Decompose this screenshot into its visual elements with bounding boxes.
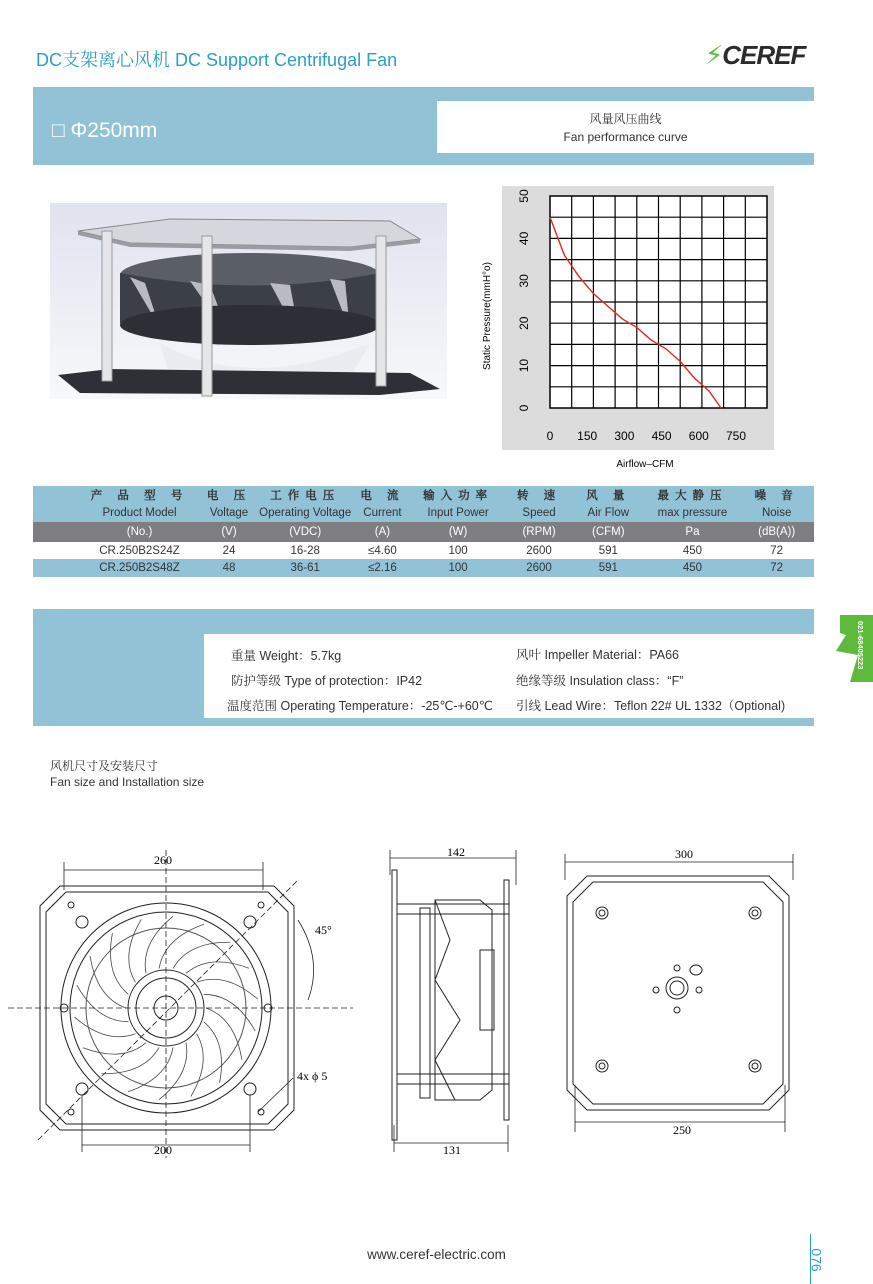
brand-logo [705, 40, 805, 71]
table-header-cn-cell: 输入功率 [409, 486, 507, 504]
prop-impeller: 风叶 Impeller Material：PA66 [516, 648, 680, 662]
table-cell: 100 [409, 542, 507, 559]
table-header-units [33, 522, 814, 542]
dim-front-top: 260 [154, 853, 172, 867]
performance-chart [484, 186, 774, 472]
table-header-cn-cell: 噪 音 [739, 486, 814, 504]
table-header-cn-cell: 风 量 [571, 486, 646, 504]
prop-protection: 防护等级 Type of protection：IP42 [231, 674, 423, 688]
chart-y-tick: 40 [517, 231, 531, 246]
table-unit-cell: (W) [409, 522, 507, 542]
chart-y-tick: 50 [517, 189, 531, 203]
chart-x-label: Airflow–CFM [616, 459, 674, 470]
phone-tab-icon [836, 615, 873, 682]
spec-table [33, 486, 814, 577]
table-header-cn-cell: 电 压 [203, 486, 254, 504]
table-header-en-cell: Operating Voltage [255, 504, 356, 522]
chart-x-tick: 600 [688, 429, 709, 443]
dim-back-top: 300 [675, 847, 693, 861]
fan-blade [90, 956, 126, 1008]
page-number-box [810, 1234, 829, 1284]
table-cell: 100 [409, 559, 507, 577]
fan-blade [197, 979, 258, 999]
table-header-en-cell: Air Flow [571, 504, 646, 522]
prop-temperature: 温度范围 Operating Temperature：-25℃-+60℃ [227, 699, 493, 713]
chart-y-label: Static Pressure(mmH°o) [482, 262, 493, 370]
table-header-en-cell: Product Model [76, 504, 204, 522]
footer-url[interactable]: www.ceref-electric.com [367, 1247, 506, 1262]
table-unit-cell: (RPM) [507, 522, 571, 542]
table-cell: 591 [571, 542, 646, 559]
lightning-icon: ⚡ [705, 40, 723, 70]
chart-y-tick: 0 [517, 404, 531, 412]
table-unit-cell: (CFM) [571, 522, 646, 542]
table-header-cn-cell: 电 流 [356, 486, 409, 504]
page-title: DC支架离心风机 DC Support Centrifugal Fan [36, 50, 398, 70]
table-unit-cell: Pa [646, 522, 740, 542]
table-cell: 72 [739, 542, 814, 559]
table-cell: 36-61 [255, 559, 356, 577]
table-unit-cell: (No.) [76, 522, 204, 542]
table-cell: 2600 [507, 542, 571, 559]
table-cell: CR.250B2S24Z [76, 542, 204, 559]
page-number: 076 [808, 1248, 825, 1272]
fan-blade [191, 1034, 203, 1097]
table-header-cn [33, 486, 814, 504]
table-spacer [33, 504, 76, 522]
fan-blade [145, 916, 173, 973]
table-cell: CR.250B2S48Z [76, 559, 204, 577]
table-spacer [33, 522, 76, 542]
prop-lead-wire: 引线 Lead Wire：Teflon 22# UL 1332（Optional) [516, 699, 786, 713]
table-header-en-cell: Input Power [409, 504, 507, 522]
side-phone-tab [836, 615, 873, 682]
model-size: □ Φ250mm [52, 119, 158, 142]
table-unit-cell: (dB(A)) [739, 522, 814, 542]
fan-blade [206, 1008, 242, 1060]
table-unit-cell: (A) [356, 522, 409, 542]
table-row [33, 559, 814, 577]
table-cell: 72 [739, 559, 814, 577]
brand-name: CEREF [722, 40, 806, 70]
chart-y-tick: 10 [517, 358, 531, 373]
fan-blade [74, 1017, 135, 1037]
fan-blade [186, 962, 249, 974]
dim-back-bottom: 250 [673, 1123, 691, 1137]
curve-title-cn: 风量风压曲线 [589, 112, 662, 126]
table-header-en-cell: Current [356, 504, 409, 522]
table-header-cn-cell: 工作电压 [255, 486, 356, 504]
table-spacer [33, 542, 76, 559]
table-cell: 16-28 [255, 542, 356, 559]
table-header-en-cell: Voltage [203, 504, 254, 522]
table-header-cn-cell: 产 品 型 号 [76, 486, 204, 504]
table-header-en-cell: Speed [507, 504, 571, 522]
chart-x-tick: 150 [577, 429, 598, 443]
table-spacer [33, 559, 76, 577]
table-unit-cell: (V) [203, 522, 254, 542]
table-row [33, 542, 814, 559]
fan-blade [129, 919, 141, 982]
table-cell: 450 [646, 559, 740, 577]
product-photo [50, 203, 447, 399]
table-unit-cell: (VDC) [255, 522, 356, 542]
table-cell: 24 [203, 542, 254, 559]
chart-y-tick: 30 [517, 274, 531, 288]
chart-x-tick: 0 [546, 429, 554, 443]
curve-title-box [437, 101, 814, 153]
chart-y-tick: 20 [517, 316, 531, 330]
dimensions-title-en: Fan size and Installation size [50, 775, 205, 789]
table-cell: 2600 [507, 559, 571, 577]
dim-front-bottom: 200 [154, 1143, 172, 1157]
back-view-drawing [555, 840, 805, 1140]
curve-title-en: Fan performance curve [563, 130, 688, 144]
table-cell: 450 [646, 542, 740, 559]
chart-x-tick: 750 [725, 429, 747, 443]
dim-front-holes: 4x ϕ 5 [297, 1069, 328, 1083]
table-header-cn-cell: 最大静压 [646, 486, 740, 504]
table-cell: ≤4.60 [356, 542, 409, 559]
table-cell: 48 [203, 559, 254, 577]
fan-blade [83, 1043, 146, 1055]
fan-illustration [50, 203, 447, 399]
fan-blade [159, 1043, 187, 1100]
table-header-en-cell: Noise [739, 504, 814, 522]
prop-weight: 重量 Weight：5.7kg [231, 649, 342, 663]
side-tab-phone: 021-68405223 [856, 621, 865, 670]
dimensions-title-cn: 风机尺寸及安装尺寸 [50, 759, 159, 773]
table-header-en [33, 504, 814, 522]
table-cell: 591 [571, 559, 646, 577]
dim-side-top: 142 [447, 845, 465, 859]
chart-x-tick: 450 [651, 429, 672, 443]
dim-front-angle: 45° [315, 923, 332, 937]
table-spacer [33, 486, 76, 504]
table-header-cn-cell: 转 速 [507, 486, 571, 504]
dim-side-bottom: 131 [443, 1143, 461, 1157]
side-view-drawing [380, 840, 530, 1160]
chart-x-tick: 300 [614, 429, 635, 443]
front-view-drawing [8, 840, 353, 1160]
prop-insulation: 绝缘等级 Insulation class：“F” [516, 674, 684, 688]
table-cell: ≤2.16 [356, 559, 409, 577]
table-header-en-cell: max pressure [646, 504, 740, 522]
